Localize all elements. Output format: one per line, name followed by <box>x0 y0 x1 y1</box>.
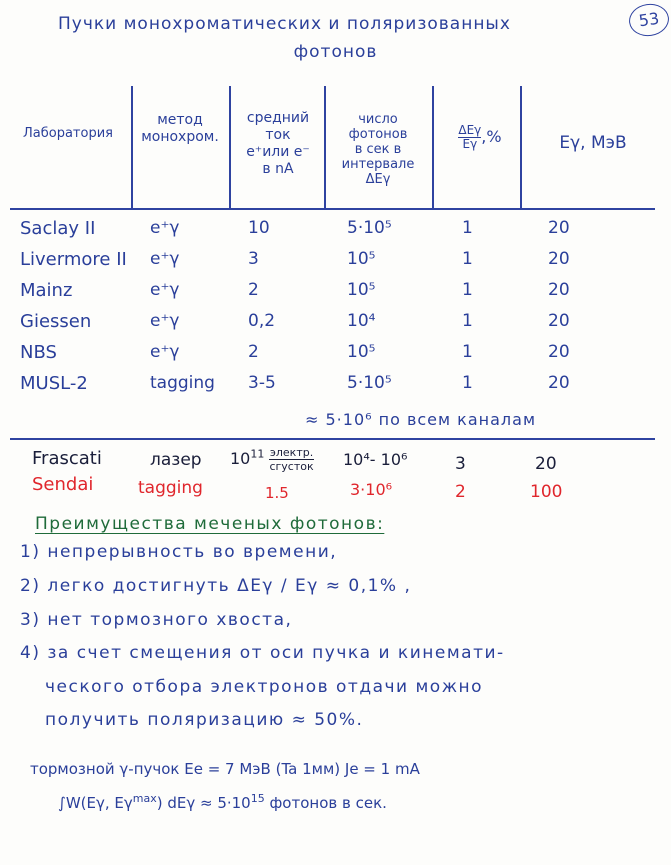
header-ratio-fraction <box>458 124 481 151</box>
row-current: 0,2 <box>248 311 276 331</box>
row-energy: 20 <box>548 342 570 362</box>
row-current: 2 <box>248 280 259 300</box>
sendai-photons: 3·10⁶ <box>350 480 393 499</box>
row-current: 3 <box>248 249 259 269</box>
row-ratio: 1 <box>462 218 473 238</box>
row-method: e⁺γ <box>150 280 180 300</box>
frascati-current-unit <box>269 446 313 473</box>
header-current-line1: средний <box>246 110 310 126</box>
header-photons-line4: интервале <box>341 157 415 172</box>
sendai-current: 1.5 <box>265 484 289 502</box>
header-underline <box>10 208 655 210</box>
advantage-item: 3) нет тормозного хвоста, <box>20 610 293 630</box>
page-number: 53 <box>627 1 671 38</box>
frascati-current-base: 10 <box>230 449 251 468</box>
header-photons <box>328 112 428 187</box>
header-current-line4: в nA <box>262 161 294 177</box>
row-lab: MUSL-2 <box>20 373 88 394</box>
sendai-energy: 100 <box>530 482 563 502</box>
row-method: e⁺γ <box>150 311 180 331</box>
advantage-item: получить поляризацию ≈ 50%. <box>45 710 364 730</box>
col-divider-4 <box>432 86 434 210</box>
header-current-line3: e⁺или e⁻ <box>246 144 310 160</box>
row-current: 2 <box>248 342 259 362</box>
bottom-line-2-sup: max <box>132 792 157 805</box>
row-lab: Mainz <box>20 280 73 301</box>
frascati-photons: 10⁴- 10⁶ <box>343 450 408 469</box>
header-ratio-den: Eγ <box>462 137 478 151</box>
header-method <box>132 112 228 146</box>
frascati-method: лазер <box>150 450 202 470</box>
row-energy: 20 <box>548 311 570 331</box>
col-divider-1 <box>131 86 133 210</box>
frascati-unit-bottom: сгусток <box>269 460 314 473</box>
row-method: e⁺γ <box>150 218 180 238</box>
row-ratio: 1 <box>462 342 473 362</box>
header-ratio-num: ΔEγ <box>458 123 482 137</box>
header-energy: Eγ, МэВ <box>559 133 627 153</box>
bottom-line-2-start: ∫W(Eγ, Eγ <box>58 794 133 812</box>
row-energy: 20 <box>548 280 570 300</box>
row-energy: 20 <box>548 249 570 269</box>
row-ratio: 1 <box>462 373 473 393</box>
row-lab: Giessen <box>20 311 92 332</box>
row-ratio: 1 <box>462 249 473 269</box>
row-photons: 10⁵ <box>347 249 376 269</box>
bottom-line-2 <box>58 792 387 812</box>
row-current: 3-5 <box>248 373 276 393</box>
total-note: ≈ 5·10⁶ по всем каналам <box>305 410 537 429</box>
header-method-line1: метод <box>157 112 203 128</box>
row-energy: 20 <box>548 218 570 238</box>
frascati-ratio: 3 <box>455 454 466 474</box>
frascati-energy: 20 <box>535 454 557 474</box>
header-photons-line1: число <box>358 112 398 127</box>
sendai-ratio: 2 <box>455 482 466 502</box>
row-photons: 5·10⁵ <box>347 373 392 393</box>
frascati-current-exp: 11 <box>250 447 265 461</box>
frascati-lab: Frascati <box>32 448 102 469</box>
row-photons: 10⁵ <box>347 342 376 362</box>
row-photons: 5·10⁵ <box>347 218 392 238</box>
row-current: 10 <box>248 218 270 238</box>
row-lab: Saclay II <box>20 218 96 239</box>
col-divider-5 <box>520 86 522 210</box>
header-photons-line5: ΔEγ <box>365 172 391 187</box>
header-current-line2: ток <box>265 127 291 143</box>
bottom-line-2-exp: 15 <box>250 792 265 805</box>
title-line-2: фотонов <box>293 42 378 62</box>
row-ratio: 1 <box>462 311 473 331</box>
header-lab: Лаборатория <box>23 126 113 141</box>
row-method: e⁺γ <box>150 342 180 362</box>
col-divider-3 <box>324 86 326 210</box>
row-lab: NBS <box>20 342 57 363</box>
header-method-line2: монохром. <box>141 129 219 145</box>
sendai-lab: Sendai <box>32 474 94 495</box>
header-ratio <box>440 124 520 151</box>
row-photons: 10⁵ <box>347 280 376 300</box>
row-method: e⁺γ <box>150 249 180 269</box>
bottom-line-2-tail: фотонов в сек. <box>264 794 387 812</box>
header-ratio-unit: ,% <box>481 127 502 146</box>
advantages-title: Преимущества меченых фотонов: <box>35 514 385 534</box>
advantage-item: ческого отбора электронов отдачи можно <box>45 677 484 697</box>
row-photons: 10⁴ <box>347 311 376 331</box>
sendai-method: tagging <box>138 478 203 498</box>
advantage-item: 4) за счет смещения от оси пучка и кинемати- <box>20 643 505 663</box>
advantage-item: 2) легко достигнуть ΔEγ / Eγ ≈ 0,1% , <box>20 576 412 596</box>
frascati-current <box>230 446 314 473</box>
frascati-unit-top: электр. <box>269 446 314 459</box>
row-ratio: 1 <box>462 280 473 300</box>
header-photons-line3: в сек в <box>354 142 402 157</box>
title-line-1: Пучки монохроматических и поляризованных <box>58 14 511 34</box>
header-photons-line2: фотонов <box>348 127 408 142</box>
bottom-line-1: тормозной γ-пучок Ee = 7 МэВ (Ta 1мм) Je = 1 mA <box>30 760 420 778</box>
header-current <box>233 110 323 178</box>
row-energy: 20 <box>548 373 570 393</box>
separator-line <box>10 438 655 440</box>
advantage-item: 1) непрерывность во времени, <box>20 542 338 562</box>
bottom-line-2-mid: ) dEγ ≈ 5·10 <box>156 794 251 812</box>
row-lab: Livermore II <box>20 249 127 270</box>
row-method: tagging <box>150 373 215 393</box>
col-divider-2 <box>229 86 231 210</box>
